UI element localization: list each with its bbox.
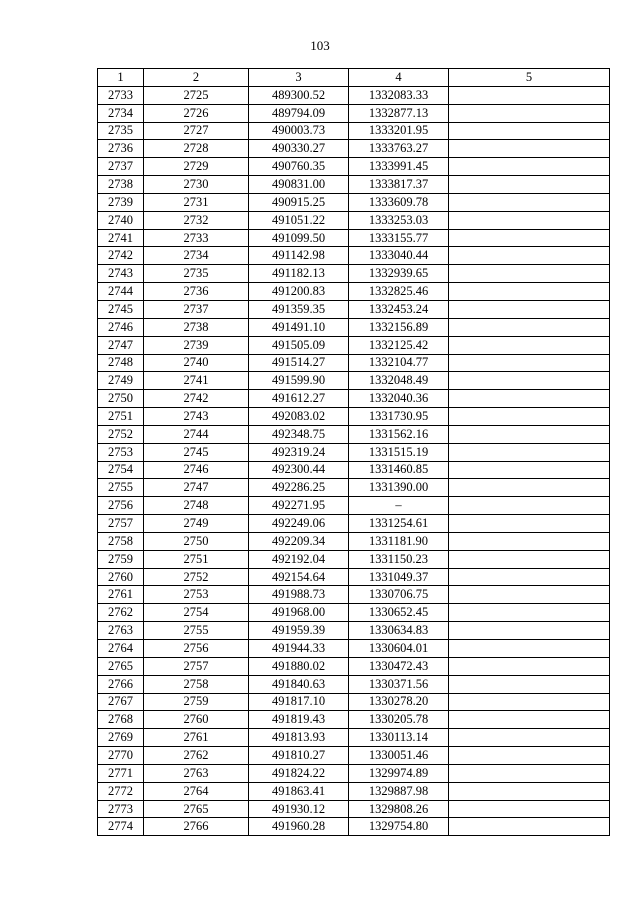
table-cell-col-3: 492209.34 (249, 532, 349, 550)
table-cell-col-5 (449, 764, 610, 782)
table-row (98, 265, 610, 283)
table-cell-col-1: 2743 (98, 265, 144, 283)
table-cell-col-1: 2770 (98, 747, 144, 765)
table-cell-col-3: 490003.73 (249, 122, 349, 140)
table-cell-col-3: 491968.00 (249, 604, 349, 622)
table-row (98, 372, 610, 390)
table-cell-col-2: 2747 (144, 479, 249, 497)
table-cell-col-4: 1330051.46 (349, 747, 449, 765)
table-cell-col-4: 1330113.14 (349, 729, 449, 747)
table-cell-col-5 (449, 158, 610, 176)
table-row (98, 461, 610, 479)
table-cell-col-4: 1329808.26 (349, 800, 449, 818)
table-cell-col-1: 2766 (98, 675, 144, 693)
table-cell-col-1: 2747 (98, 336, 144, 354)
table-row (98, 283, 610, 301)
table-row (98, 318, 610, 336)
table-cell-col-5 (449, 265, 610, 283)
table-cell-col-1: 2767 (98, 693, 144, 711)
table-cell-col-5 (449, 497, 610, 515)
table-cell-col-3: 491612.27 (249, 390, 349, 408)
table-cell-col-3: 491824.22 (249, 764, 349, 782)
table-cell-col-3: 492192.04 (249, 550, 349, 568)
table-cell-col-3: 491599.90 (249, 372, 349, 390)
table-cell-col-3: 490831.00 (249, 176, 349, 194)
table-cell-col-1: 2733 (98, 86, 144, 104)
table-cell-col-2: 2735 (144, 265, 249, 283)
table-cell-col-3: 490330.27 (249, 140, 349, 158)
table-cell-col-2: 2752 (144, 568, 249, 586)
table-cell-col-4: 1331181.90 (349, 532, 449, 550)
table-cell-col-1: 2774 (98, 818, 144, 836)
table-cell-col-2: 2729 (144, 158, 249, 176)
table-cell-col-1: 2757 (98, 515, 144, 533)
table-cell-col-5 (449, 443, 610, 461)
table-cell-col-3: 491491.10 (249, 318, 349, 336)
table-cell-col-5 (449, 693, 610, 711)
table-cell-col-3: 491505.09 (249, 336, 349, 354)
table-cell-col-4: 1332156.89 (349, 318, 449, 336)
table-cell-col-2: 2751 (144, 550, 249, 568)
table-cell-col-1: 2773 (98, 800, 144, 818)
table-cell-col-2: 2756 (144, 640, 249, 658)
table-cell-col-5 (449, 782, 610, 800)
table-cell-col-4: 1330604.01 (349, 640, 449, 658)
table-cell-col-5 (449, 211, 610, 229)
table-cell-col-4: 1331254.61 (349, 515, 449, 533)
table-row (98, 86, 610, 104)
table-cell-col-3: 492083.02 (249, 408, 349, 426)
table-cell-col-5 (449, 354, 610, 372)
table-cell-col-4: 1331515.19 (349, 443, 449, 461)
table-cell-col-4: 1332453.24 (349, 300, 449, 318)
table-row (98, 104, 610, 122)
table-row (98, 782, 610, 800)
table-cell-col-1: 2771 (98, 764, 144, 782)
table-cell-col-5 (449, 140, 610, 158)
table-row (98, 336, 610, 354)
table-cell-col-4: 1330371.56 (349, 675, 449, 693)
table-cell-col-5 (449, 657, 610, 675)
table-row (98, 586, 610, 604)
table-cell-col-4: 1332083.33 (349, 86, 449, 104)
table-cell-col-1: 2758 (98, 532, 144, 550)
table-row (98, 711, 610, 729)
table-cell-col-1: 2760 (98, 568, 144, 586)
table-cell-col-1: 2764 (98, 640, 144, 658)
table-cell-col-2: 2740 (144, 354, 249, 372)
table-row (98, 515, 610, 533)
table-cell-col-2: 2731 (144, 193, 249, 211)
table-cell-col-2: 2746 (144, 461, 249, 479)
table-cell-col-5 (449, 622, 610, 640)
table-cell-col-2: 2764 (144, 782, 249, 800)
table-cell-col-4: 1332040.36 (349, 390, 449, 408)
table-cell-col-2: 2755 (144, 622, 249, 640)
table-cell-col-4: 1332939.65 (349, 265, 449, 283)
table-cell-col-2: 2761 (144, 729, 249, 747)
table-row (98, 211, 610, 229)
table-row (98, 122, 610, 140)
table-cell-col-5 (449, 283, 610, 301)
table-cell-col-1: 2765 (98, 657, 144, 675)
table-cell-col-4: 1332877.13 (349, 104, 449, 122)
table-cell-col-3: 491863.41 (249, 782, 349, 800)
table-row (98, 640, 610, 658)
table-cell-col-3: 489794.09 (249, 104, 349, 122)
table-cell-col-1: 2755 (98, 479, 144, 497)
table-cell-col-2: 2753 (144, 586, 249, 604)
column-header-2: 2 (144, 69, 249, 87)
table-cell-col-2: 2757 (144, 657, 249, 675)
table-row (98, 675, 610, 693)
table-row (98, 747, 610, 765)
table-cell-col-1: 2736 (98, 140, 144, 158)
table-cell-col-2: 2738 (144, 318, 249, 336)
table-cell-col-1: 2759 (98, 550, 144, 568)
table-cell-col-5 (449, 532, 610, 550)
table-cell-col-4: 1333155.77 (349, 229, 449, 247)
table-cell-col-1: 2749 (98, 372, 144, 390)
table-cell-col-5 (449, 550, 610, 568)
table-row (98, 693, 610, 711)
table-cell-col-5 (449, 408, 610, 426)
table-cell-col-3: 491817.10 (249, 693, 349, 711)
table-cell-col-3: 491819.43 (249, 711, 349, 729)
table-cell-col-5 (449, 336, 610, 354)
table-cell-col-4: 1333817.37 (349, 176, 449, 194)
table-cell-col-5 (449, 104, 610, 122)
table-cell-col-3: 491514.27 (249, 354, 349, 372)
table-cell-col-2: 2754 (144, 604, 249, 622)
table-cell-col-1: 2738 (98, 176, 144, 194)
table-row (98, 300, 610, 318)
table-cell-col-1: 2746 (98, 318, 144, 336)
table-cell-col-3: 491051.22 (249, 211, 349, 229)
table-cell-col-2: 2748 (144, 497, 249, 515)
table-cell-col-3: 491359.35 (249, 300, 349, 318)
column-header-3: 3 (249, 69, 349, 87)
table-cell-col-2: 2760 (144, 711, 249, 729)
table-cell-col-2: 2725 (144, 86, 249, 104)
table-cell-col-3: 491840.63 (249, 675, 349, 693)
table-cell-col-1: 2751 (98, 408, 144, 426)
table-cell-col-3: 492300.44 (249, 461, 349, 479)
table-cell-col-3: 490915.25 (249, 193, 349, 211)
table-cell-col-1: 2742 (98, 247, 144, 265)
table-row (98, 604, 610, 622)
table-cell-col-4: 1331562.16 (349, 425, 449, 443)
table-cell-col-2: 2726 (144, 104, 249, 122)
table-cell-col-2: 2763 (144, 764, 249, 782)
table-row (98, 818, 610, 836)
table-cell-col-1: 2750 (98, 390, 144, 408)
table-cell-col-5 (449, 372, 610, 390)
table-row (98, 176, 610, 194)
table-cell-col-2: 2765 (144, 800, 249, 818)
table-cell-col-2: 2744 (144, 425, 249, 443)
table-cell-col-4: 1333991.45 (349, 158, 449, 176)
table-cell-col-2: 2733 (144, 229, 249, 247)
table-cell-col-2: 2728 (144, 140, 249, 158)
table-cell-col-2: 2730 (144, 176, 249, 194)
table-cell-col-3: 491930.12 (249, 800, 349, 818)
table-cell-col-4: 1332048.49 (349, 372, 449, 390)
table-cell-col-5 (449, 300, 610, 318)
table-cell-col-3: 492249.06 (249, 515, 349, 533)
table-row (98, 800, 610, 818)
table-row (98, 390, 610, 408)
table-cell-col-5 (449, 675, 610, 693)
table-cell-col-4: 1331460.85 (349, 461, 449, 479)
table-cell-col-2: 2736 (144, 283, 249, 301)
table-cell-col-5 (449, 425, 610, 443)
table-cell-col-4: 1333040.44 (349, 247, 449, 265)
table-body (98, 86, 610, 835)
table-cell-col-2: 2734 (144, 247, 249, 265)
table-cell-col-4: 1330706.75 (349, 586, 449, 604)
table-row (98, 568, 610, 586)
table-cell-col-4: 1331390.00 (349, 479, 449, 497)
table-cell-col-5 (449, 461, 610, 479)
table-cell-col-2: 2742 (144, 390, 249, 408)
table-row (98, 229, 610, 247)
table-cell-col-5 (449, 318, 610, 336)
table-cell-col-4: 1329887.98 (349, 782, 449, 800)
table-row (98, 193, 610, 211)
table-cell-col-2: 2750 (144, 532, 249, 550)
column-header-4: 4 (349, 69, 449, 87)
table-cell-col-2: 2737 (144, 300, 249, 318)
table-cell-col-1: 2734 (98, 104, 144, 122)
table-cell-col-1: 2741 (98, 229, 144, 247)
table-cell-col-3: 491813.93 (249, 729, 349, 747)
table-cell-col-4: 1330278.20 (349, 693, 449, 711)
table-row (98, 479, 610, 497)
table-cell-col-3: 491810.27 (249, 747, 349, 765)
table-row (98, 408, 610, 426)
table-cell-col-3: 491944.33 (249, 640, 349, 658)
table-row (98, 729, 610, 747)
table-row (98, 532, 610, 550)
table-cell-col-1: 2763 (98, 622, 144, 640)
table-cell-col-4: 1329974.89 (349, 764, 449, 782)
table-cell-col-1: 2754 (98, 461, 144, 479)
table-cell-col-1: 2752 (98, 425, 144, 443)
table-row (98, 550, 610, 568)
table-cell-col-5 (449, 122, 610, 140)
table-cell-col-5 (449, 515, 610, 533)
table-cell-col-5 (449, 193, 610, 211)
table-cell-col-1: 2753 (98, 443, 144, 461)
table-cell-col-2: 2732 (144, 211, 249, 229)
table-cell-col-4: 1332125.42 (349, 336, 449, 354)
table-row (98, 158, 610, 176)
table-cell-col-3: 492348.75 (249, 425, 349, 443)
table-row (98, 443, 610, 461)
table-cell-col-1: 2739 (98, 193, 144, 211)
table-cell-col-4: 1330205.78 (349, 711, 449, 729)
table-cell-col-4: 1330652.45 (349, 604, 449, 622)
table-cell-col-3: 491880.02 (249, 657, 349, 675)
table-cell-col-5 (449, 586, 610, 604)
table-cell-col-5 (449, 247, 610, 265)
table-cell-col-2: 2727 (144, 122, 249, 140)
table-cell-col-2: 2741 (144, 372, 249, 390)
table-cell-col-4: 1332825.46 (349, 283, 449, 301)
table-cell-col-1: 2768 (98, 711, 144, 729)
table-row (98, 764, 610, 782)
table-cell-col-4: 1333201.95 (349, 122, 449, 140)
table-cell-col-3: 492286.25 (249, 479, 349, 497)
table-cell-col-4: 1332104.77 (349, 354, 449, 372)
table-cell-col-2: 2762 (144, 747, 249, 765)
table-row (98, 497, 610, 515)
table-cell-col-1: 2769 (98, 729, 144, 747)
table-cell-col-2: 2743 (144, 408, 249, 426)
table-cell-col-4: – (349, 497, 449, 515)
table-cell-col-2: 2758 (144, 675, 249, 693)
table-cell-col-1: 2748 (98, 354, 144, 372)
table-cell-col-1: 2737 (98, 158, 144, 176)
table-cell-col-4: 1330634.83 (349, 622, 449, 640)
table-cell-col-3: 491960.28 (249, 818, 349, 836)
table-cell-col-5 (449, 479, 610, 497)
table-cell-col-5 (449, 747, 610, 765)
table-cell-col-2: 2749 (144, 515, 249, 533)
table-cell-col-5 (449, 568, 610, 586)
table-cell-col-1: 2756 (98, 497, 144, 515)
table-row (98, 425, 610, 443)
table-cell-col-3: 491988.73 (249, 586, 349, 604)
table-cell-col-1: 2762 (98, 604, 144, 622)
table-cell-col-2: 2745 (144, 443, 249, 461)
table-cell-col-5 (449, 800, 610, 818)
table-row (98, 657, 610, 675)
table-cell-col-4: 1329754.80 (349, 818, 449, 836)
table-cell-col-5 (449, 86, 610, 104)
header-row (98, 69, 610, 87)
table-cell-col-5 (449, 229, 610, 247)
table-cell-col-1: 2772 (98, 782, 144, 800)
table-cell-col-3: 489300.52 (249, 86, 349, 104)
table-cell-col-2: 2759 (144, 693, 249, 711)
table-cell-col-4: 1333763.27 (349, 140, 449, 158)
table-cell-col-5 (449, 818, 610, 836)
table-cell-col-5 (449, 711, 610, 729)
table-cell-col-4: 1331049.37 (349, 568, 449, 586)
table-cell-col-4: 1331150.23 (349, 550, 449, 568)
table-cell-col-3: 491200.83 (249, 283, 349, 301)
column-header-5: 5 (449, 69, 610, 87)
table-cell-col-4: 1333609.78 (349, 193, 449, 211)
table-row (98, 140, 610, 158)
table-cell-col-3: 492154.64 (249, 568, 349, 586)
table-cell-col-3: 491182.13 (249, 265, 349, 283)
table-row (98, 354, 610, 372)
table-row (98, 622, 610, 640)
table-cell-col-3: 491959.39 (249, 622, 349, 640)
table-cell-col-4: 1330472.43 (349, 657, 449, 675)
table-row (98, 247, 610, 265)
table-cell-col-4: 1333253.03 (349, 211, 449, 229)
table-cell-col-3: 491099.50 (249, 229, 349, 247)
coordinates-table (97, 68, 610, 836)
table-cell-col-2: 2739 (144, 336, 249, 354)
table-cell-col-5 (449, 390, 610, 408)
table-cell-col-1: 2761 (98, 586, 144, 604)
column-header-1: 1 (98, 69, 144, 87)
table-cell-col-1: 2745 (98, 300, 144, 318)
table-cell-col-1: 2740 (98, 211, 144, 229)
table-cell-col-5 (449, 604, 610, 622)
table-cell-col-3: 491142.98 (249, 247, 349, 265)
table-cell-col-3: 490760.35 (249, 158, 349, 176)
table-cell-col-1: 2744 (98, 283, 144, 301)
table-cell-col-5 (449, 176, 610, 194)
table-cell-col-3: 492319.24 (249, 443, 349, 461)
page-number: 103 (310, 38, 330, 53)
table-cell-col-5 (449, 729, 610, 747)
table-cell-col-3: 492271.95 (249, 497, 349, 515)
table-cell-col-2: 2766 (144, 818, 249, 836)
table-cell-col-5 (449, 640, 610, 658)
table-cell-col-4: 1331730.95 (349, 408, 449, 426)
table-cell-col-1: 2735 (98, 122, 144, 140)
